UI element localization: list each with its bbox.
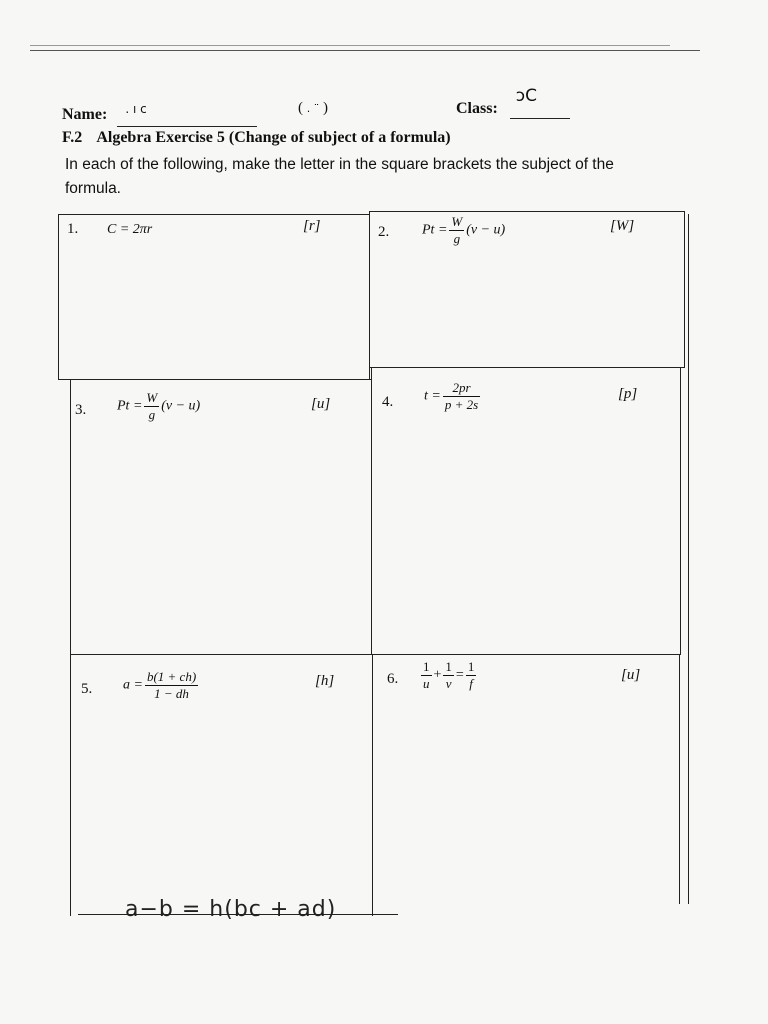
question-number: 6. [387, 671, 399, 687]
question-number: 1. [67, 221, 79, 237]
top-rule-faint [30, 45, 670, 46]
question-cell-4 [371, 367, 681, 655]
question-number: 3. [75, 402, 87, 418]
class-field [456, 86, 570, 119]
question-cell-5 [70, 654, 373, 916]
formula: a = $\frac{b(1 + ch)}{1 - dh}$ [123, 669, 197, 701]
target-variable: [p] [618, 386, 638, 402]
target-variable: [u] [621, 667, 641, 683]
question-cell-3 [70, 379, 372, 655]
question-grid [58, 214, 680, 914]
formula: C = 2πr [107, 222, 153, 237]
table-right-border [688, 214, 689, 904]
class-label: Class: [456, 100, 498, 117]
exercise-title: Algebra Exercise 5 (Change of subject of a formula) [96, 129, 451, 146]
top-rule [30, 50, 700, 51]
name-field [62, 102, 257, 125]
formula: Pt = $\frac{W}{g}$ (v − u) [422, 214, 506, 246]
target-variable: [h] [315, 673, 335, 689]
name-blank [117, 102, 257, 127]
handwritten-working: a−b = h(bc + ad) [125, 897, 337, 922]
formula: t = $\frac{2pr}{p + 2s}$ [424, 380, 479, 412]
worksheet-title [62, 129, 451, 147]
class-number-field: ( . ¨ ) [298, 100, 328, 116]
question-number: 5. [81, 681, 93, 697]
name-label: Name: [62, 106, 108, 123]
formula: $\frac{1}{u}$ + $\frac{1}{v}$ = $\frac{1}{f}$ [423, 659, 475, 691]
target-variable: [r] [303, 218, 321, 234]
question-cell-6 [372, 654, 680, 904]
grade-code: F.2 [62, 129, 83, 146]
target-variable: [W] [610, 218, 635, 234]
name-handwriting: . ı c [125, 102, 147, 116]
instructions: In each of the following, make the letter in the square brackets the subject of the formula. [65, 156, 614, 197]
question-number: 4. [382, 394, 394, 410]
question-cell-1 [58, 214, 370, 380]
question-number: 2. [378, 224, 390, 240]
formula: Pt = $\frac{W}{g}$ (v − u) [117, 390, 201, 422]
class-blank [510, 86, 570, 119]
class-handwriting: ɔC [515, 86, 537, 106]
question-cell-2 [369, 211, 685, 368]
target-variable: [u] [311, 396, 331, 412]
class-number-handwriting: . ¨ [306, 102, 320, 115]
